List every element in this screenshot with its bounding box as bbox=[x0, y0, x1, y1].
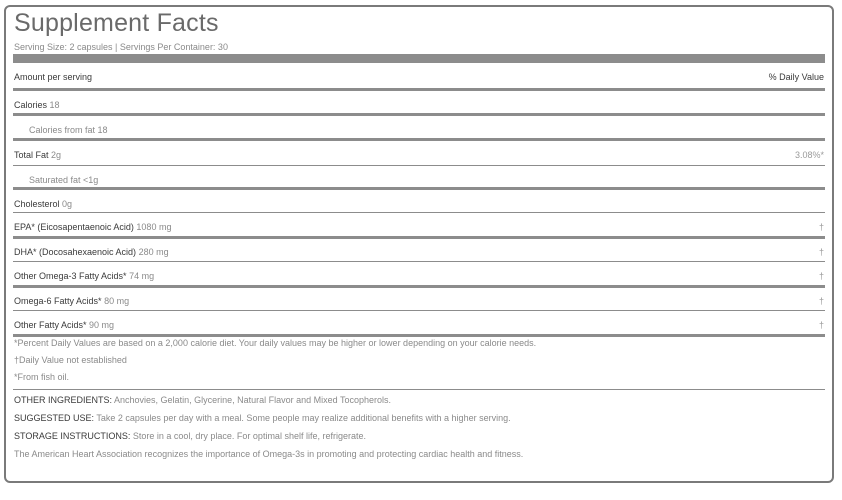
daily-value: † bbox=[818, 296, 824, 306]
nutrient-label: Calories 18 bbox=[14, 100, 60, 110]
nutrient-row-epa bbox=[13, 213, 825, 237]
divider bbox=[13, 389, 825, 390]
daily-value: † bbox=[818, 222, 824, 232]
amount-per-serving-label: Amount per serving bbox=[14, 72, 93, 82]
daily-value-label: % Daily Value bbox=[768, 72, 824, 82]
nutrient-row-cholesterol bbox=[13, 190, 825, 214]
panel-title: Supplement Facts bbox=[14, 9, 219, 37]
nutrient-row-calories-from-fat bbox=[13, 116, 825, 140]
divider bbox=[13, 334, 825, 337]
nutrient-row-omega-6 bbox=[13, 287, 825, 311]
nutrient-row-total-fat bbox=[13, 141, 825, 165]
nutrient-row-dha bbox=[13, 238, 825, 262]
footnote-dv-not-established: †Daily Value not established bbox=[14, 355, 127, 365]
aha-statement: The American Heart Association recognizes the importance of Omega-3s in promoting and protecting cardiac health and fitness. bbox=[14, 449, 524, 459]
daily-value: † bbox=[818, 271, 824, 281]
serving-info: Serving Size: 2 capsules | Servings Per Container: 30 bbox=[14, 42, 228, 52]
daily-value: † bbox=[818, 247, 824, 257]
nutrient-label: Omega-6 Fatty Acids* 80 mg bbox=[14, 296, 130, 306]
storage-instructions: STORAGE INSTRUCTIONS: Store in a cool, dry place. For optimal shelf life, refrigerate. bbox=[14, 431, 366, 441]
nutrient-label: Cholesterol 0g bbox=[14, 199, 73, 209]
daily-value: 3.08%* bbox=[794, 150, 824, 160]
thick-divider bbox=[13, 54, 825, 63]
nutrient-row-calories bbox=[13, 91, 825, 115]
suggested-use: SUGGESTED USE: Take 2 capsules per day with a meal. Some people may realize additional benefits with a higher serving. bbox=[14, 413, 511, 423]
nutrient-label: Calories from fat 18 bbox=[29, 125, 108, 135]
footnote-fish-oil: *From fish oil. bbox=[14, 372, 70, 382]
nutrient-label: EPA* (Eicosapentaenoic Acid) 1080 mg bbox=[14, 222, 172, 232]
footnote-daily-values: *Percent Daily Values are based on a 2,000 calorie diet. Your daily values may be higher or lower depending on your calorie needs. bbox=[14, 338, 537, 348]
other-ingredients: OTHER INGREDIENTS: Anchovies, Gelatin, Glycerine, Natural Flavor and Mixed Tocopherols. bbox=[14, 395, 391, 405]
supplement-facts-panel bbox=[4, 5, 834, 483]
amount-header bbox=[13, 69, 825, 83]
nutrient-row-other-omega-3 bbox=[13, 262, 825, 286]
nutrient-label: Saturated fat <1g bbox=[29, 175, 99, 185]
daily-value: † bbox=[818, 320, 824, 330]
nutrient-row-other-fatty-acids bbox=[13, 311, 825, 335]
nutrient-label: Other Fatty Acids* 90 mg bbox=[14, 320, 115, 330]
nutrient-label: DHA* (Docosahexaenoic Acid) 280 mg bbox=[14, 247, 169, 257]
nutrient-label: Other Omega-3 Fatty Acids* 74 mg bbox=[14, 271, 155, 281]
nutrient-label: Total Fat 2g bbox=[14, 150, 62, 160]
